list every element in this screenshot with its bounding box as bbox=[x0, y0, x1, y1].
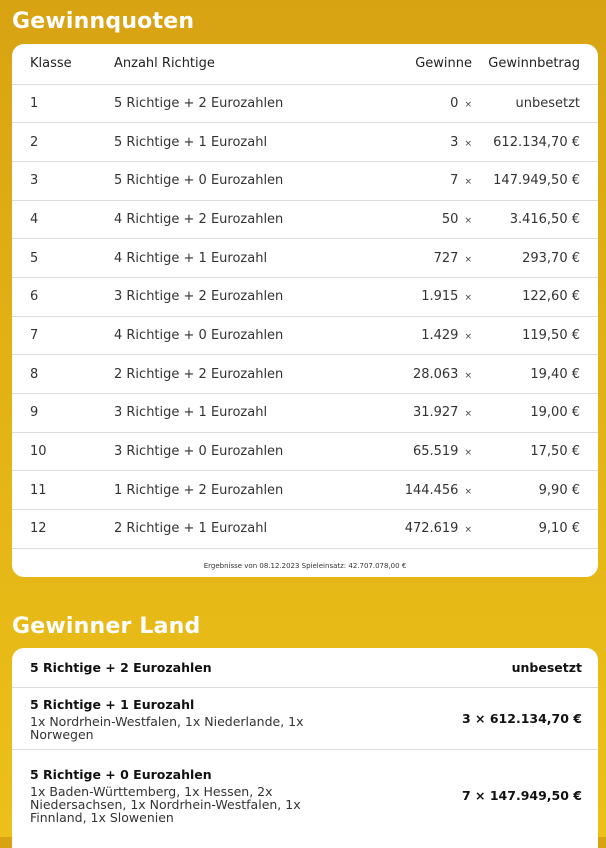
table-row bbox=[12, 161, 598, 200]
multiply-symbol: × bbox=[464, 177, 472, 188]
gewinne-count: 144.456 bbox=[404, 482, 459, 498]
cell-gewinne bbox=[374, 84, 484, 123]
cell-anzahl-richtige: 3 Richtige + 2 Eurozahlen bbox=[114, 277, 374, 316]
table-row bbox=[12, 123, 598, 162]
cell-klasse: 2 bbox=[12, 123, 114, 162]
table-row bbox=[12, 84, 598, 123]
land-row-value: 3 × 612.134,70 € bbox=[461, 711, 582, 726]
cell-klasse: 8 bbox=[12, 355, 114, 394]
table-row bbox=[12, 432, 598, 471]
cell-klasse: 12 bbox=[12, 510, 114, 549]
cell-gewinnbetrag: 9,90 € bbox=[484, 471, 598, 510]
table-row bbox=[12, 200, 598, 239]
cell-anzahl-richtige: 4 Richtige + 2 Eurozahlen bbox=[114, 200, 374, 239]
cell-gewinne bbox=[374, 394, 484, 433]
cell-gewinnbetrag: 19,40 € bbox=[484, 355, 598, 394]
land-row-value: 7 × 147.949,50 € bbox=[461, 787, 582, 803]
cell-klasse: 4 bbox=[12, 200, 114, 239]
header-anzahl-richtige: Anzahl Richtige bbox=[114, 44, 374, 84]
cell-gewinne bbox=[374, 355, 484, 394]
gewinnquoten-rows bbox=[12, 84, 598, 548]
gewinne-count: 65.519 bbox=[412, 444, 459, 460]
cell-anzahl-richtige: 5 Richtige + 0 Eurozahlen bbox=[114, 161, 374, 200]
table-header-row bbox=[12, 44, 598, 84]
land-row-regions: 1x Nordrhein-Westfalen, 1x Niederlande, 1x Norwegen bbox=[30, 713, 304, 742]
land-row-class: 5 Richtige + 1 Eurozahl bbox=[30, 696, 195, 712]
gewinne-count: 31.927 bbox=[412, 405, 459, 421]
table-row bbox=[12, 510, 598, 549]
gewinne-count: 472.619 bbox=[404, 521, 459, 537]
gewinne-count: 1.429 bbox=[421, 327, 459, 343]
cell-gewinne bbox=[374, 316, 484, 355]
cell-anzahl-richtige: 1 Richtige + 2 Eurozahlen bbox=[114, 471, 374, 510]
land-row-class: 5 Richtige + 0 Eurozahlen bbox=[30, 766, 212, 782]
multiply-symbol: × bbox=[464, 370, 472, 381]
multiply-symbol: × bbox=[464, 409, 472, 420]
multiply-symbol: × bbox=[464, 331, 472, 342]
table-row bbox=[12, 239, 598, 278]
table-row bbox=[12, 355, 598, 394]
cell-gewinnbetrag: 147.949,50 € bbox=[484, 161, 598, 200]
cell-anzahl-richtige: 2 Richtige + 2 Eurozahlen bbox=[114, 355, 374, 394]
cell-klasse: 3 bbox=[12, 161, 114, 200]
header-klasse: Klasse bbox=[12, 44, 114, 84]
cell-klasse: 7 bbox=[12, 316, 114, 355]
gewinnquoten-table bbox=[12, 44, 598, 549]
cell-klasse: 10 bbox=[12, 432, 114, 471]
cell-gewinnbetrag: 17,50 € bbox=[484, 432, 598, 471]
gewinne-count: 7 bbox=[450, 173, 459, 189]
cell-klasse: 6 bbox=[12, 277, 114, 316]
cell-gewinnbetrag: 293,70 € bbox=[484, 239, 598, 278]
cell-gewinnbetrag: 19,00 € bbox=[484, 394, 598, 433]
gewinne-count: 3 bbox=[450, 134, 459, 150]
gewinner-land-card bbox=[12, 648, 598, 848]
multiply-symbol: × bbox=[464, 99, 472, 110]
cell-gewinne bbox=[374, 123, 484, 162]
gewinne-count: 1.915 bbox=[421, 289, 459, 305]
table-row bbox=[12, 277, 598, 316]
cell-gewinnbetrag: 9,10 € bbox=[484, 510, 598, 549]
multiply-symbol: × bbox=[464, 293, 472, 304]
cell-gewinne bbox=[374, 471, 484, 510]
land-row bbox=[12, 688, 598, 750]
land-row-value: unbesetzt bbox=[511, 660, 582, 675]
table-row bbox=[12, 316, 598, 355]
cell-gewinne bbox=[374, 510, 484, 549]
cell-klasse: 1 bbox=[12, 84, 114, 123]
cell-klasse: 9 bbox=[12, 394, 114, 433]
gewinner-land-title: Gewinner Land bbox=[12, 614, 201, 639]
cell-gewinnbetrag: 3.416,50 € bbox=[484, 200, 598, 239]
cell-gewinnbetrag: 119,50 € bbox=[484, 316, 598, 355]
multiply-symbol: × bbox=[464, 525, 472, 536]
cell-gewinne bbox=[374, 277, 484, 316]
land-row-class: 5 Richtige + 2 Eurozahlen bbox=[30, 660, 212, 675]
gewinne-count: 50 bbox=[441, 211, 459, 227]
land-row bbox=[12, 648, 598, 688]
cell-anzahl-richtige: 5 Richtige + 2 Eurozahlen bbox=[114, 84, 374, 123]
gewinnquoten-title: Gewinnquoten bbox=[12, 9, 195, 34]
cell-gewinne bbox=[374, 239, 484, 278]
cell-gewinne bbox=[374, 432, 484, 471]
cell-klasse: 11 bbox=[12, 471, 114, 510]
gewinne-count: 0 bbox=[450, 95, 459, 111]
cell-anzahl-richtige: 3 Richtige + 1 Eurozahl bbox=[114, 394, 374, 433]
table-row bbox=[12, 394, 598, 433]
land-row bbox=[12, 750, 598, 840]
cell-gewinne bbox=[374, 200, 484, 239]
results-footer-note: Ergebnisse von 08.12.2023 Spieleinsatz: 42.707.078,00 € bbox=[203, 561, 407, 570]
cell-gewinnbetrag: 612.134,70 € bbox=[484, 123, 598, 162]
cell-gewinnbetrag: unbesetzt bbox=[484, 84, 598, 123]
gewinne-count: 727 bbox=[433, 250, 459, 266]
cell-klasse: 5 bbox=[12, 239, 114, 278]
cell-anzahl-richtige: 4 Richtige + 0 Eurozahlen bbox=[114, 316, 374, 355]
cell-anzahl-richtige: 5 Richtige + 1 Eurozahl bbox=[114, 123, 374, 162]
gewinnquoten-card bbox=[12, 44, 598, 577]
multiply-symbol: × bbox=[464, 215, 472, 226]
cell-anzahl-richtige: 2 Richtige + 1 Eurozahl bbox=[114, 510, 374, 549]
gewinne-count: 28.063 bbox=[412, 366, 459, 382]
multiply-symbol: × bbox=[464, 448, 472, 459]
table-row bbox=[12, 471, 598, 510]
cell-gewinne bbox=[374, 161, 484, 200]
land-row-regions: 1x Baden-Württemberg, 1x Hessen, 2x Niedersachsen, 1x Nordrhein-Westfalen, 1x Finnland, 1x Slowenien bbox=[30, 783, 301, 825]
cell-anzahl-richtige: 4 Richtige + 1 Eurozahl bbox=[114, 239, 374, 278]
cell-anzahl-richtige: 3 Richtige + 0 Eurozahlen bbox=[114, 432, 374, 471]
header-gewinnbetrag: Gewinnbetrag bbox=[484, 44, 598, 84]
multiply-symbol: × bbox=[464, 254, 472, 265]
multiply-symbol: × bbox=[464, 486, 472, 497]
cell-gewinnbetrag: 122,60 € bbox=[484, 277, 598, 316]
header-gewinne: Gewinne bbox=[374, 44, 484, 84]
multiply-symbol: × bbox=[464, 138, 472, 149]
